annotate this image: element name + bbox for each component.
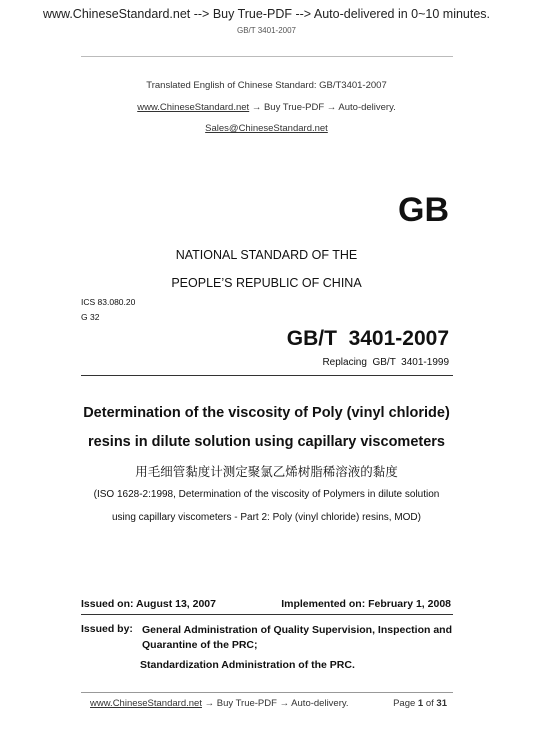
header-std-code: GB/T 3401-2007 xyxy=(236,26,296,35)
chinese-title: 用毛细管黏度计测定聚氯乙烯树脂稀溶液的黏度 xyxy=(135,464,398,479)
ics-code: ICS 83.080.20 xyxy=(81,297,136,307)
national-line-2: PEOPLE’S REPUBLIC OF CHINA xyxy=(171,276,362,290)
iso-line-1: (ISO 1628-2:1998, Determination of the viscosity of Polymers in dilute solution xyxy=(93,489,440,500)
issued-by-label: Issued by: xyxy=(81,623,133,635)
page-label: Page xyxy=(393,698,418,709)
page-number: 1 xyxy=(417,698,424,709)
title-rule xyxy=(81,375,453,376)
footer-site-link[interactable]: www.ChineseStandard.net xyxy=(90,698,202,709)
issuer-org-1: General Administration of Quality Supervision, Inspection and Quarantine of the PRC; xyxy=(142,624,452,651)
title-line-1: Determination of the viscosity of Poly (vinyl chloride) xyxy=(83,405,450,421)
header-rule xyxy=(81,56,453,57)
footer-rule xyxy=(81,692,453,693)
page-indicator xyxy=(393,698,447,709)
site-link[interactable]: www.ChineseStandard.net xyxy=(137,102,250,113)
iso-line-2: using capillary viscometers - Part 2: Poly (vinyl chloride) resins, MOD) xyxy=(112,512,421,523)
gb-logo: GB xyxy=(398,191,449,229)
title-line-2: resins in dilute solution using capillary viscometers xyxy=(88,434,445,450)
email-link[interactable]: Sales@ChineseStandard.net xyxy=(205,123,328,134)
site-tail: → Buy True-PDF → Auto-delivery. xyxy=(249,102,396,113)
footer-site-tail: → Buy True-PDF → Auto-delivery. xyxy=(201,698,349,709)
issued-date: Issued on: August 13, 2007 xyxy=(81,598,216,610)
national-line-1: NATIONAL STANDARD OF THE xyxy=(175,248,358,262)
replacing-note: Replacing GB/T 3401-1999 xyxy=(322,357,449,368)
g-code: G 32 xyxy=(81,312,100,322)
site-line xyxy=(0,102,533,113)
issuer-org-2: Standardization Administration of the PRC. xyxy=(140,659,355,671)
standard-number: GB/T 3401-2007 xyxy=(286,327,449,350)
page-of: of xyxy=(423,698,437,709)
implemented-date: Implemented on: February 1, 2008 xyxy=(281,598,451,610)
header-banner: www.ChineseStandard.net --> Buy True-PDF --> Auto-delivered in 0~10 minutes. xyxy=(42,7,491,21)
footer-site xyxy=(90,698,349,709)
email-line xyxy=(0,123,533,134)
dates-rule xyxy=(81,614,453,615)
page-total: 31 xyxy=(436,698,447,709)
translated-note: Translated English of Chinese Standard: GB/T3401-2007 xyxy=(146,80,387,91)
